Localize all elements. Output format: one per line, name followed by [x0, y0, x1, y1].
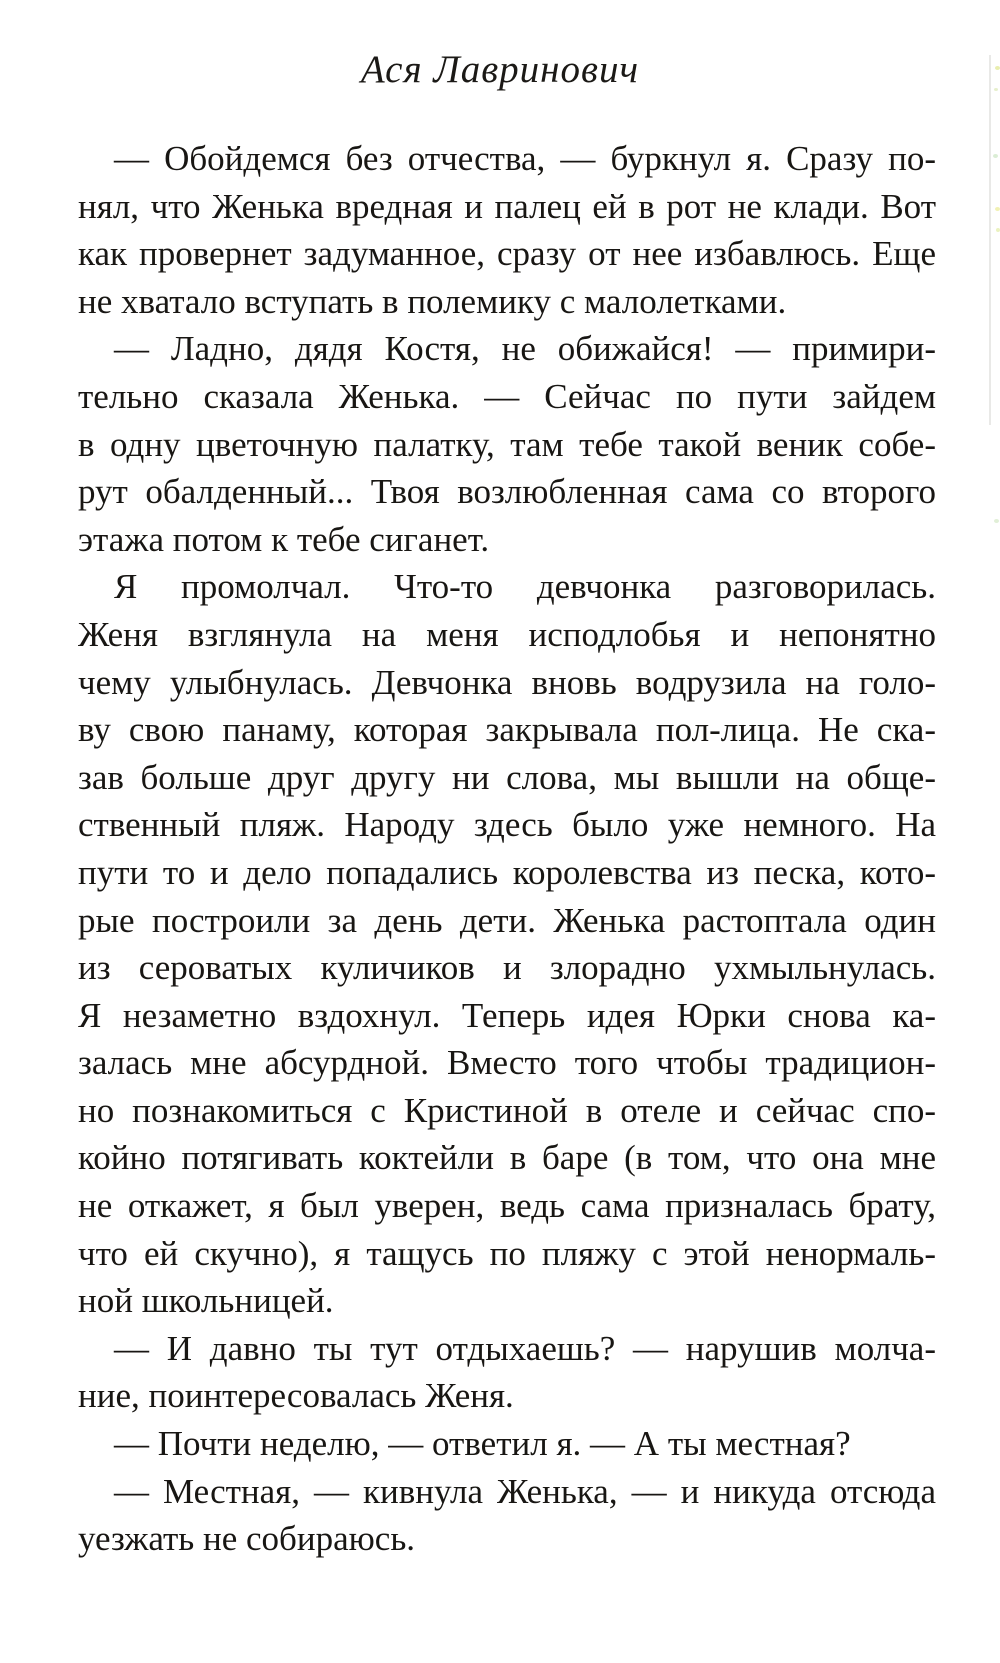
- text-line: ственный пляж. Народу здесь было уже немного. На: [78, 805, 936, 845]
- text-line: ву свою панаму, которая закрывала пол-лица. Не ска-: [78, 710, 936, 750]
- text-line: тельно сказала Женька. — Сейчас по пути зайдем: [78, 376, 936, 416]
- text-line: не хватало вступать в полемику с малолетками.: [78, 281, 787, 321]
- text-line: не откажет, я был уверен, ведь сама призналась брату,: [78, 1186, 936, 1226]
- text-line: — Ладно, дядя Костя, не обижайся! — примири-: [114, 329, 936, 369]
- text-line: — И давно ты тут отдыхаешь? — нарушив молча-: [114, 1328, 936, 1368]
- text-line: что ей скучно), я тащусь по пляжу с этой ненормаль-: [78, 1233, 936, 1273]
- scan-edge-shadow: [989, 55, 991, 425]
- text-line: рут обалденный... Твоя возлюбленная сама со второго: [78, 472, 936, 512]
- scan-speck: [995, 66, 1000, 70]
- text-line: как провернет задуманное, сразу от нее избавлюсь. Еще: [78, 234, 936, 274]
- text-line: Я промолчал. Что-то девчонка разговорилась.: [114, 567, 936, 607]
- text-line: нял, что Женька вредная и палец ей в рот не клади. Вот: [78, 186, 936, 226]
- text-line: этажа потом к тебе сиганет.: [78, 519, 490, 559]
- text-line: рые построили за день дети. Женька растоптала один: [78, 900, 936, 940]
- text-line: чему улыбнулась. Девчонка вновь водрузила на голо-: [78, 662, 936, 702]
- body-text: [78, 135, 936, 1563]
- text-line: — Местная, — кивнула Женька, — и никуда отсюда: [114, 1471, 936, 1511]
- text-line: из сероватых куличиков и злорадно ухмыльнулась.: [78, 948, 936, 988]
- scan-speck: [994, 88, 998, 91]
- text-line: Я незаметно вздохнул. Теперь идея Юрки снова ка-: [78, 995, 936, 1035]
- scan-speck: [993, 154, 998, 158]
- text-line: койно потягивать коктейли в баре (в том, что она мне: [78, 1138, 936, 1178]
- text-line: пути то и дело попадались королевства из песка, кото-: [78, 852, 936, 892]
- text-line: Женя взглянула на меня исподлобья и непонятно: [78, 614, 936, 654]
- text-line: зав больше друг другу ни слова, мы вышли на обще-: [78, 757, 936, 797]
- text-line: — Обойдемся без отчества, — буркнул я. Сразу по-: [114, 139, 936, 178]
- scan-speck: [995, 207, 1000, 211]
- text-line: уезжать не собираюсь.: [78, 1519, 416, 1559]
- text-line: ной школьницей.: [78, 1281, 334, 1321]
- text-line: в одну цветочную палатку, там тебе такой веник собе-: [78, 424, 936, 464]
- running-head-author: Ася Лавринович: [360, 48, 640, 91]
- scan-speck: [994, 519, 999, 523]
- text-line: ние, поинтересовалась Женя.: [78, 1376, 514, 1416]
- text-line: — Почти неделю, — ответил я. — А ты местная?: [114, 1424, 851, 1464]
- text-line: залась мне абсурдной. Вместо того чтобы традицион-: [78, 1043, 936, 1083]
- scan-speck: [996, 228, 1000, 232]
- text-line: но познакомиться с Кристиной в отеле и сейчас спо-: [78, 1090, 936, 1130]
